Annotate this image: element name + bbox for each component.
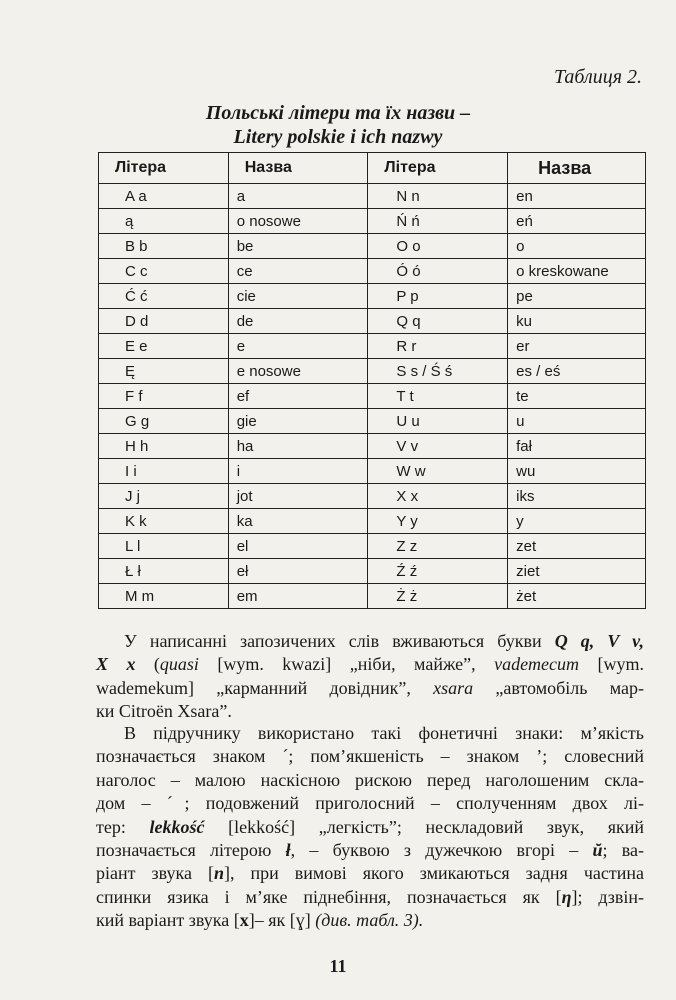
header-name-1: Назва xyxy=(228,153,368,184)
text-run: ]; дзвін- xyxy=(571,886,644,907)
name-cell: wu xyxy=(508,459,646,484)
name-cell: e nosowe xyxy=(228,359,368,384)
table-header-row xyxy=(99,153,646,184)
name-cell: cie xyxy=(228,284,368,309)
name-cell: o kreskowane xyxy=(508,259,646,284)
text-line xyxy=(96,816,644,839)
table-row xyxy=(99,409,646,434)
text-line xyxy=(96,886,644,909)
name-cell: er xyxy=(508,334,646,359)
letter-cell: Ł ł xyxy=(99,559,229,584)
paragraph-borrowed-words xyxy=(96,630,644,724)
letter-cell: W w xyxy=(368,459,508,484)
letter-cell: X x xyxy=(368,484,508,509)
letter-cell: Y y xyxy=(368,509,508,534)
text-line xyxy=(96,630,644,653)
letter-cell: Ż ż xyxy=(368,584,508,609)
table-row xyxy=(99,559,646,584)
text-line: В підручнику використано такі фонетичні знаки: м’якість xyxy=(124,723,644,743)
text-line: дом – ˊ; подовжений приголосний – сполученням двох лі- xyxy=(96,793,644,814)
text-line: ки Citroën Xsara”. xyxy=(96,701,232,722)
text-run: (див. табл. 3). xyxy=(315,910,424,931)
table-row xyxy=(99,309,646,334)
text-run: [wym. kwazi] „ніби, майже”, xyxy=(198,654,495,675)
name-cell: eń xyxy=(508,209,646,234)
paragraph-phonetic-signs xyxy=(96,722,644,933)
name-cell: eł xyxy=(228,559,368,584)
name-cell: fał xyxy=(508,434,646,459)
text-run: wademekum] „карманний довідник”, xyxy=(96,677,434,698)
name-cell: zet xyxy=(508,534,646,559)
table-row xyxy=(99,359,646,384)
table-row xyxy=(99,459,646,484)
table-caption: Таблиця 2. xyxy=(554,66,642,88)
letter-cell: O o xyxy=(368,234,508,259)
letter-cell: M m xyxy=(99,584,229,609)
text-run: ŭ xyxy=(592,840,603,861)
text-run: ł xyxy=(285,840,291,861)
table-row xyxy=(99,434,646,459)
letter-cell: L l xyxy=(99,534,229,559)
letter-cell: E e xyxy=(99,334,229,359)
polish-letters-table xyxy=(98,152,646,609)
text-run: [lekkość] „легкість”; нескладовий звук, який xyxy=(204,816,644,837)
text-run: Q q, V v, xyxy=(554,631,644,651)
letter-cell: V v xyxy=(368,434,508,459)
header-letter-1: Літера xyxy=(99,153,229,184)
text-line xyxy=(96,653,644,676)
table-row xyxy=(99,484,646,509)
letter-cell: K k xyxy=(99,509,229,534)
name-cell: jot xyxy=(228,484,368,509)
letter-cell: F f xyxy=(99,384,229,409)
text-run: ріант звука [ xyxy=(96,863,214,884)
table-row xyxy=(99,184,646,209)
name-cell: em xyxy=(228,584,368,609)
text-run: X x xyxy=(96,654,136,675)
text-run: ; ва- xyxy=(602,840,645,861)
table-title-polish: Litery polskie i ich nazwy xyxy=(233,126,443,148)
letter-cell: N n xyxy=(368,184,508,209)
text-run: x xyxy=(239,910,249,931)
table-row xyxy=(99,234,646,259)
table-row xyxy=(99,584,646,609)
text-run: позначається літерою xyxy=(96,840,286,861)
name-cell: be xyxy=(228,234,368,259)
name-cell: ef xyxy=(228,384,368,409)
letter-cell: S s / Ś ś xyxy=(368,359,508,384)
name-cell: ka xyxy=(228,509,368,534)
name-cell: el xyxy=(228,534,368,559)
name-cell: ce xyxy=(228,259,368,284)
name-cell: o nosowe xyxy=(228,209,368,234)
name-cell: e xyxy=(228,334,368,359)
text-line: позначається знаком ´; пом’якшеність – знаком ’; словесний xyxy=(96,746,644,767)
letter-cell: R r xyxy=(368,334,508,359)
header-name-2: Назва xyxy=(508,153,646,184)
letter-cell: Z z xyxy=(368,534,508,559)
name-cell: iks xyxy=(508,484,646,509)
letter-cell: ą xyxy=(99,209,229,234)
letter-cell: T t xyxy=(368,384,508,409)
letter-cell: Ę xyxy=(99,359,229,384)
text-run: η xyxy=(561,886,572,907)
page-number: 11 xyxy=(329,956,347,976)
table-row xyxy=(99,209,646,234)
table-row xyxy=(99,509,646,534)
letter-cell: J j xyxy=(99,484,229,509)
name-cell: a xyxy=(228,184,368,209)
name-cell: o xyxy=(508,234,646,259)
name-cell: ha xyxy=(228,434,368,459)
text-line xyxy=(96,677,644,700)
text-run: кий варіант звука [ xyxy=(96,910,240,931)
text-run: n xyxy=(213,863,224,884)
name-cell: żet xyxy=(508,584,646,609)
table-body xyxy=(99,184,646,609)
text-line xyxy=(96,862,644,885)
text-run: У написанні запозичених слів вживаються букви xyxy=(124,631,555,651)
name-cell: y xyxy=(508,509,646,534)
letter-cell: Ó ó xyxy=(368,259,508,284)
name-cell: en xyxy=(508,184,646,209)
table-row xyxy=(99,259,646,284)
letter-cell: A a xyxy=(99,184,229,209)
letter-cell: Ź ź xyxy=(368,559,508,584)
name-cell: u xyxy=(508,409,646,434)
name-cell: i xyxy=(228,459,368,484)
table-row xyxy=(99,534,646,559)
letter-cell: Ć ć xyxy=(99,284,229,309)
text-run: xsara xyxy=(433,677,474,698)
text-run: „автомобіль мар- xyxy=(473,677,644,698)
name-cell: ziet xyxy=(508,559,646,584)
header-letter-2: Літера xyxy=(368,153,508,184)
table-row xyxy=(99,284,646,309)
name-cell: ku xyxy=(508,309,646,334)
text-run: ]– як [ɣ] xyxy=(248,910,316,931)
text-run: quasi xyxy=(159,654,199,675)
name-cell: es / eś xyxy=(508,359,646,384)
table-title-ukrainian: Польські літери та їх назви – xyxy=(205,102,471,124)
text-run: [wym. xyxy=(579,654,644,675)
letter-cell: D d xyxy=(99,309,229,334)
letter-cell: Ń ń xyxy=(368,209,508,234)
letter-cell: H h xyxy=(99,434,229,459)
text-line xyxy=(96,909,644,932)
text-run: vademecum xyxy=(494,654,580,675)
text-run: ], при вимові якого змикаються задня частина xyxy=(223,863,644,884)
text-line: наголос – малою наскісною рискою перед наголошеним скла- xyxy=(96,769,644,790)
letter-cell: Q q xyxy=(368,309,508,334)
text-run: спинки язика і м’яке піднебіння, позначається як [ xyxy=(96,886,562,907)
letter-cell: G g xyxy=(99,409,229,434)
table-row xyxy=(99,334,646,359)
letter-cell: P p xyxy=(368,284,508,309)
text-line xyxy=(96,839,644,862)
name-cell: te xyxy=(508,384,646,409)
name-cell: pe xyxy=(508,284,646,309)
letter-cell: I i xyxy=(99,459,229,484)
letter-cell: C c xyxy=(99,259,229,284)
name-cell: gie xyxy=(228,409,368,434)
text-run: ( xyxy=(135,654,160,675)
letter-cell: U u xyxy=(368,409,508,434)
name-cell: de xyxy=(228,309,368,334)
text-run: тер: xyxy=(96,816,150,837)
text-run: lekkość xyxy=(149,816,205,837)
letter-cell: B b xyxy=(99,234,229,259)
table-row xyxy=(99,384,646,409)
text-run: , – буквою з дужечкою вгорі – xyxy=(290,840,593,861)
